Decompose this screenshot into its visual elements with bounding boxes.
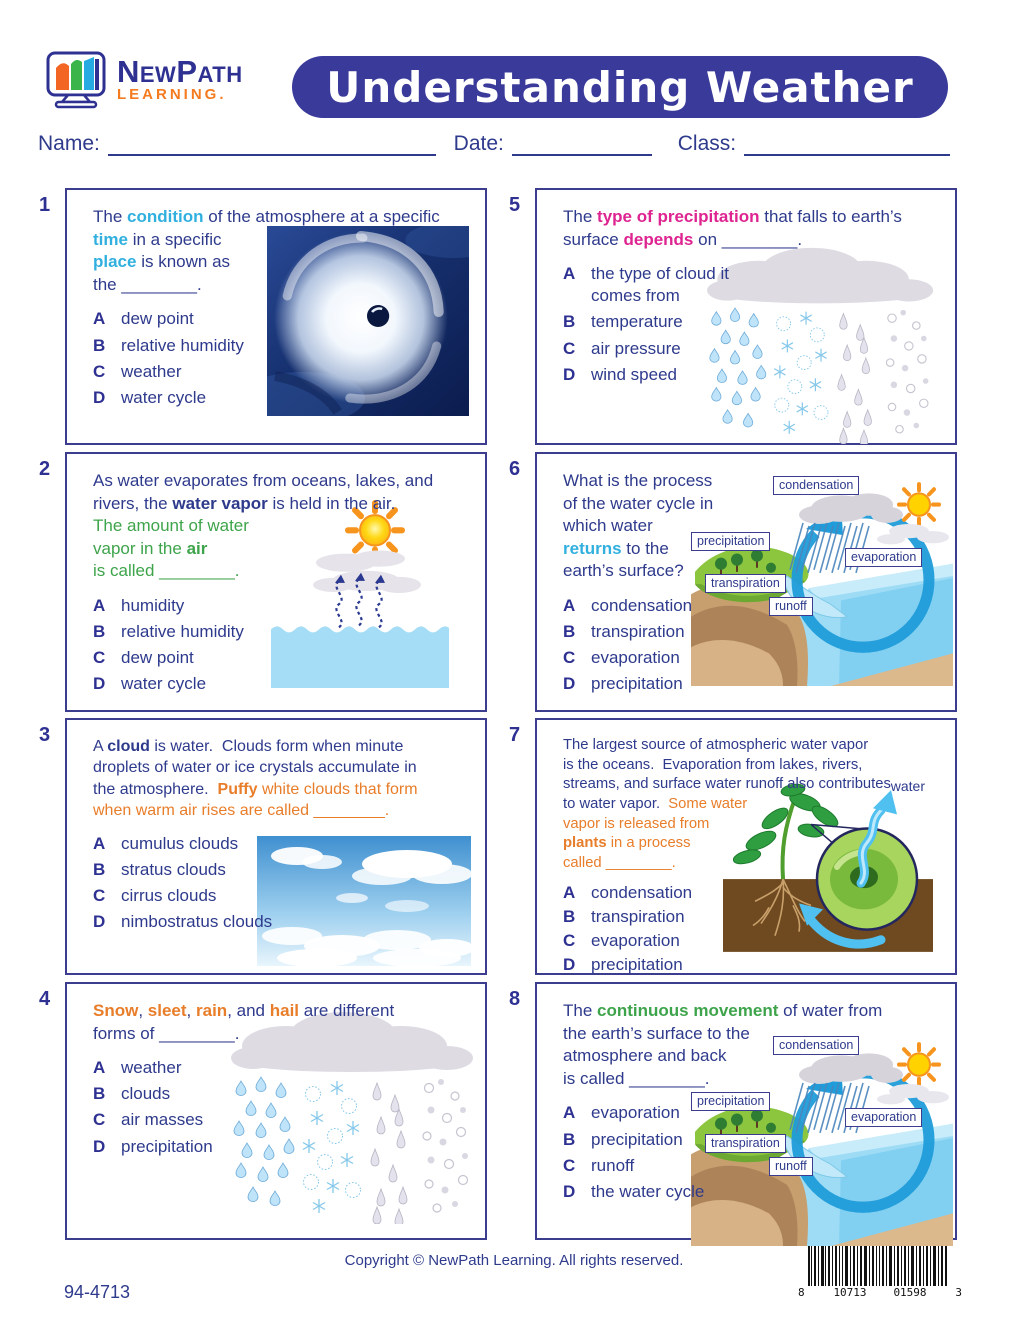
text-segment: earth’s surface? (563, 561, 684, 581)
answer-options (563, 595, 728, 695)
option-text: evaporation (591, 648, 680, 668)
question-text (93, 470, 467, 583)
text-segment: white clouds that form (257, 780, 418, 798)
text-segment: , and (227, 1001, 270, 1020)
question-7 (509, 718, 957, 975)
option-text: precipitation (591, 674, 683, 694)
option-b[interactable] (563, 1129, 735, 1151)
option-text: weather (121, 361, 182, 381)
text-segment: hail (269, 1001, 300, 1020)
option-c[interactable] (93, 885, 273, 907)
text-segment: rain (196, 1001, 228, 1020)
option-text: clouds (121, 1084, 171, 1104)
question-text (563, 736, 937, 874)
option-letter: D (563, 1181, 576, 1201)
option-b[interactable] (93, 1083, 258, 1105)
option-letter: B (93, 622, 106, 642)
option-b[interactable] (93, 335, 273, 357)
question-5 (509, 188, 957, 445)
label-evaporation: evaporation (845, 548, 922, 567)
option-b[interactable] (563, 621, 728, 643)
text-segment: is water. Clouds form when minute (149, 738, 404, 755)
page-title: Understanding Weather (326, 62, 914, 112)
option-letter: A (93, 834, 106, 854)
label-precipitation: precipitation (691, 532, 770, 551)
question-text (563, 470, 937, 583)
option-letter: C (93, 648, 106, 668)
text-segment: The (93, 207, 128, 226)
option-letter: A (563, 882, 576, 902)
text-segment: type of precipitation (597, 207, 760, 226)
text-segment: the atmosphere. (93, 780, 218, 798)
question-box (535, 718, 957, 975)
option-text: nimbostratus clouds (121, 912, 273, 932)
option-text: air masses (121, 1110, 204, 1130)
option-a[interactable] (93, 833, 273, 855)
text-segment: the earth’s surface to the (563, 1023, 750, 1043)
question-8 (509, 982, 957, 1240)
text-segment: condition (127, 207, 204, 226)
option-letter: D (563, 364, 576, 384)
option-letter: C (93, 361, 106, 381)
text-segment: of water from (778, 1001, 883, 1020)
text-segment: vapor is released from (563, 815, 710, 832)
question-text (563, 1000, 937, 1090)
answer-options (563, 263, 735, 385)
title-banner (292, 56, 948, 118)
question-number: 6 (509, 458, 521, 480)
option-text: relative humidity (121, 335, 244, 355)
text-segment: continuous movement (597, 1001, 779, 1020)
option-d[interactable] (93, 673, 293, 695)
option-text: evaporation (591, 1103, 680, 1123)
text-segment: surface (563, 229, 624, 249)
text-segment: that falls to earth’s (759, 207, 902, 226)
label-precipitation: precipitation (691, 1092, 770, 1111)
question-text (563, 206, 937, 251)
option-letter: D (93, 674, 106, 694)
text-segment: is held in the air. (267, 493, 396, 513)
option-text: stratus clouds (121, 860, 226, 880)
option-letter: A (563, 596, 576, 616)
text-segment: The largest source of atmospheric water vapor (563, 737, 869, 753)
text-segment: to the (621, 538, 669, 558)
text-segment: droplets of water or ice crystals accumulate in (93, 759, 417, 777)
option-letter: C (563, 930, 576, 950)
option-letter: D (93, 912, 106, 932)
text-segment: forms of ________. (93, 1023, 240, 1043)
question-box (65, 982, 487, 1240)
option-text: precipitation (591, 1129, 683, 1149)
question-box (65, 718, 487, 975)
student-fields (38, 132, 950, 156)
option-text: evaporation (591, 930, 680, 950)
question-box (65, 452, 487, 712)
option-b[interactable] (93, 859, 273, 881)
newpath-logo (44, 50, 243, 110)
date-blank-line[interactable] (512, 132, 652, 156)
option-a[interactable] (563, 595, 728, 617)
option-d[interactable] (93, 387, 273, 409)
option-letter: C (563, 1155, 576, 1175)
question-box (535, 452, 957, 712)
option-text: transpiration (591, 622, 685, 642)
text-segment: is called ________. (93, 561, 240, 581)
option-a[interactable] (93, 308, 273, 330)
text-segment: Puffy (217, 780, 258, 798)
label-water: water (890, 778, 925, 794)
option-letter: C (93, 886, 106, 906)
option-d[interactable] (563, 954, 743, 976)
text-segment: of the water cycle in (563, 493, 714, 513)
option-text: wind speed (591, 364, 678, 384)
answer-options (93, 1057, 258, 1157)
text-segment: Snow (93, 1001, 139, 1020)
text-segment: , (138, 1001, 148, 1020)
option-letter: A (93, 309, 106, 329)
text-segment: Some water (668, 796, 748, 813)
newpath-logo-icon (44, 50, 108, 110)
option-c[interactable] (563, 647, 728, 669)
question-number: 3 (39, 724, 51, 746)
question-3 (39, 718, 487, 975)
option-letter: C (93, 1110, 106, 1130)
option-c[interactable] (93, 647, 293, 669)
barcode-digits: 10713 (833, 1286, 867, 1299)
text-segment: to water vapor. (563, 796, 669, 813)
option-text: dew point (121, 648, 194, 668)
text-segment: streams, and surface water runoff also contributes (563, 776, 891, 793)
option-text: condensation (591, 596, 693, 616)
copyright-text: Copyright © NewPath Learning. All rights reserved. (344, 1252, 684, 1269)
question-4 (39, 982, 487, 1240)
option-text: humidity (121, 596, 185, 616)
label-transpiration: transpiration (705, 574, 786, 593)
option-letter: D (93, 387, 106, 407)
text-segment: depends (623, 229, 694, 249)
text-segment: As water evaporates from oceans, lakes, and (93, 471, 434, 490)
question-number: 7 (509, 724, 521, 746)
option-b[interactable] (563, 311, 735, 333)
option-letter: B (563, 622, 576, 642)
barcode-digit: 8 (798, 1286, 805, 1299)
question-text (93, 1000, 467, 1045)
question-6 (509, 452, 957, 712)
option-letter: B (563, 906, 576, 926)
text-segment: rivers, the (93, 493, 173, 513)
option-text: dew point (121, 309, 194, 329)
option-d[interactable] (563, 673, 728, 695)
name-blank-line[interactable] (108, 132, 436, 156)
text-segment: vapor in the (93, 538, 187, 558)
option-c[interactable] (93, 1109, 258, 1131)
logo-name: NewPath (117, 54, 243, 89)
option-b[interactable] (93, 621, 293, 643)
option-text: temperature (591, 312, 683, 332)
barcode-bars (808, 1240, 948, 1286)
option-d[interactable] (93, 911, 273, 933)
option-letter: C (563, 338, 576, 358)
question-number: 4 (39, 988, 51, 1010)
text-segment: is known as (136, 252, 231, 272)
text-segment: , (186, 1001, 196, 1020)
option-letter: B (93, 1084, 106, 1104)
text-segment: are different (299, 1001, 395, 1020)
option-c[interactable] (563, 1155, 735, 1177)
barcode-digit: 3 (955, 1286, 962, 1299)
option-text: condensation (591, 882, 693, 902)
option-c[interactable] (93, 361, 273, 383)
option-text: weather (121, 1058, 182, 1078)
label-runoff: runoff (769, 1157, 813, 1176)
text-segment: is called ________. (563, 1068, 710, 1088)
text-segment: sleet (147, 1001, 187, 1020)
option-text: runoff (591, 1155, 635, 1175)
option-letter: B (563, 1129, 576, 1149)
text-segment: air (186, 538, 208, 558)
option-letter: A (563, 264, 576, 284)
option-letter: B (93, 335, 106, 355)
option-letter: A (93, 1058, 106, 1078)
text-segment: called ________. (563, 855, 676, 872)
option-letter: A (563, 1103, 576, 1123)
answer-options (93, 833, 273, 933)
name-label: Name: (38, 132, 100, 155)
date-label: Date: (453, 132, 504, 155)
text-segment: when warm air rises are called ________. (93, 801, 390, 819)
text-segment: The (563, 1001, 598, 1020)
text-segment: atmosphere and back (563, 1046, 727, 1066)
option-d[interactable] (563, 1181, 735, 1203)
barcode-digits: 01598 (893, 1286, 927, 1299)
text-segment: in a specific (127, 229, 222, 249)
label-condensation: condensation (773, 476, 859, 495)
option-a[interactable] (563, 1102, 735, 1124)
option-a[interactable] (93, 595, 293, 617)
option-c[interactable] (563, 338, 735, 360)
question-box (65, 188, 487, 445)
option-text: water cycle (121, 387, 207, 407)
option-d[interactable] (93, 1136, 258, 1158)
label-transpiration: transpiration (705, 1134, 786, 1153)
option-c[interactable] (563, 930, 743, 952)
clouds-image (257, 836, 471, 966)
text-segment: cloud (107, 738, 150, 755)
text-segment: The (563, 207, 598, 226)
product-code: 94-4713 (64, 1282, 131, 1302)
question-number: 1 (39, 194, 51, 216)
question-text (93, 736, 467, 821)
answer-options (93, 595, 293, 695)
text-segment: plants (563, 835, 607, 852)
option-text: the type of cloud it comes from (591, 264, 729, 306)
text-segment: time (93, 229, 128, 249)
question-number: 2 (39, 458, 51, 480)
option-d[interactable] (563, 364, 735, 386)
text-segment: A (93, 738, 108, 755)
text-segment: the ________. (93, 274, 202, 294)
question-number: 8 (509, 988, 521, 1010)
question-box (535, 188, 957, 445)
option-a[interactable] (563, 882, 743, 904)
option-text: precipitation (121, 1136, 213, 1156)
text-segment: which water (563, 516, 653, 536)
question-number: 5 (509, 194, 521, 216)
option-a[interactable] (93, 1057, 258, 1079)
option-text: air pressure (591, 338, 681, 358)
text-segment: is the oceans. Evaporation from lakes, rivers, (563, 756, 863, 773)
text-segment: water vapor (172, 493, 268, 513)
class-label: Class: (677, 132, 737, 155)
option-letter: D (93, 1136, 106, 1156)
option-text: precipitation (591, 954, 683, 974)
option-text: the water cycle (591, 1181, 705, 1201)
text-segment: What is the process (563, 471, 713, 490)
text-segment: on ________. (693, 229, 803, 249)
option-text: water cycle (121, 674, 207, 694)
text-segment: The amount of water (93, 516, 249, 536)
precipitation-image (707, 246, 935, 444)
question-box (535, 982, 957, 1240)
option-text: transpiration (591, 906, 685, 926)
option-letter: A (93, 596, 106, 616)
question-2 (39, 452, 487, 712)
class-blank-line[interactable] (744, 132, 950, 156)
question-text (93, 206, 467, 296)
label-runoff: runoff (769, 597, 813, 616)
option-letter: B (563, 312, 576, 332)
option-text: cirrus clouds (121, 886, 217, 906)
logo-learning: LEARNING. (117, 86, 227, 103)
answer-options (93, 308, 273, 408)
text-segment: place (93, 252, 137, 272)
option-b[interactable] (563, 906, 743, 928)
option-letter: C (563, 648, 576, 668)
option-text: cumulus clouds (121, 834, 239, 854)
label-evaporation: evaporation (845, 1108, 922, 1127)
option-letter: D (563, 954, 576, 974)
answer-options (563, 1102, 735, 1202)
answer-options (563, 882, 743, 976)
question-1 (39, 188, 487, 445)
text-segment: of the atmosphere at a specific (203, 207, 440, 226)
label-condensation: condensation (773, 1036, 859, 1055)
option-letter: B (93, 860, 106, 880)
text-segment: returns (563, 538, 622, 558)
option-a[interactable] (563, 263, 735, 307)
text-segment: in a process (606, 835, 691, 852)
barcode (798, 1240, 962, 1306)
option-text: relative humidity (121, 622, 244, 642)
option-letter: D (563, 674, 576, 694)
